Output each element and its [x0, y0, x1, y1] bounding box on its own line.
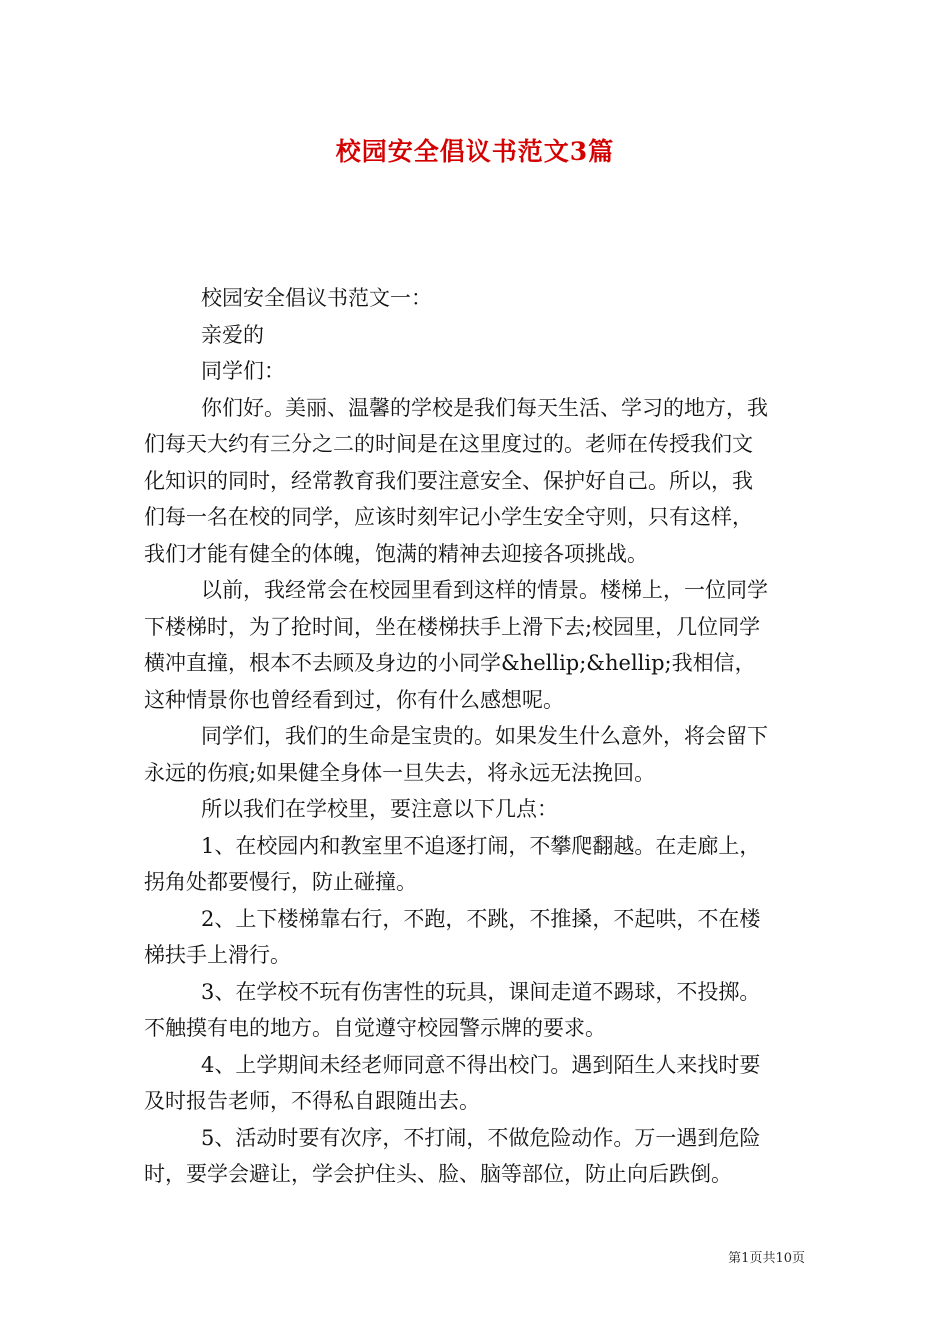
body-line: 横冲直撞，根本不去顾及身边的小同学&hellip;&hellip;我相信，	[144, 651, 756, 675]
body-line: 所以我们在学校里，要注意以下几点：	[201, 797, 558, 821]
body-line: 永远的伤痕;如果健全身体一旦失去，将永远无法挽回。	[144, 760, 656, 785]
body-line: 4、上学期间未经老师同意不得出校门。遇到陌生人来找时要	[201, 1052, 761, 1077]
body-line: 同学们，我们的生命是宝贵的。如果发生什么意外，将会留下	[201, 724, 768, 748]
body-line: 5、活动时要有次序，不打闹，不做危险动作。万一遇到危险	[201, 1125, 761, 1150]
body-line: 校园安全倡议书范文一：	[201, 286, 432, 310]
body-line: 以前，我经常会在校园里看到这样的情景。楼梯上，一位同学	[201, 578, 768, 602]
body-line: 我们才能有健全的体魄，饱满的精神去迎接各项挑战。	[144, 541, 648, 566]
body-line: 时，要学会避让，学会护住头、脸、脑等部位，防止向后跌倒。	[144, 1162, 732, 1186]
document-body	[144, 280, 812, 1193]
body-line: 3、在学校不玩有伤害性的玩具，课间走道不踢球，不投掷。	[201, 979, 761, 1004]
body-line: 不触摸有电的地方。自觉遵守校园警示牌的要求。	[144, 1016, 606, 1040]
body-line: 拐角处都要慢行，防止碰撞。	[144, 870, 417, 894]
body-line: 2、上下楼梯靠右行，不跑，不跳，不推搡，不起哄，不在楼	[201, 906, 761, 931]
body-line: 同学们：	[201, 359, 285, 383]
body-line: 化知识的同时，经常教育我们要注意安全、保护好自己。所以，我	[144, 468, 753, 493]
body-line: 1、在校园内和教室里不追逐打闹，不攀爬翻越。在走廊上，	[201, 833, 761, 858]
body-line: 梯扶手上滑行。	[144, 943, 291, 967]
body-line: 们每天大约有三分之二的时间是在这里度过的。老师在传授我们文	[144, 432, 753, 456]
body-line: 们每一名在校的同学，应该时刻牢记小学生安全守则，只有这样，	[144, 505, 753, 529]
page-number-footer: 第1页共10页	[728, 1251, 805, 1266]
body-line: 及时报告老师，不得私自跟随出去。	[144, 1089, 480, 1113]
body-line: 你们好。美丽、温馨的学校是我们每天生活、学习的地方，我	[201, 395, 768, 420]
document-title: 校园安全倡议书范文3篇	[335, 137, 615, 166]
body-line: 下楼梯时，为了抢时间，坐在楼梯扶手上滑下去;校园里，几位同学	[144, 614, 761, 639]
body-line: 亲爱的	[201, 322, 264, 347]
body-line: 这种情景你也曾经看到过，你有什么感想呢。	[144, 687, 564, 712]
